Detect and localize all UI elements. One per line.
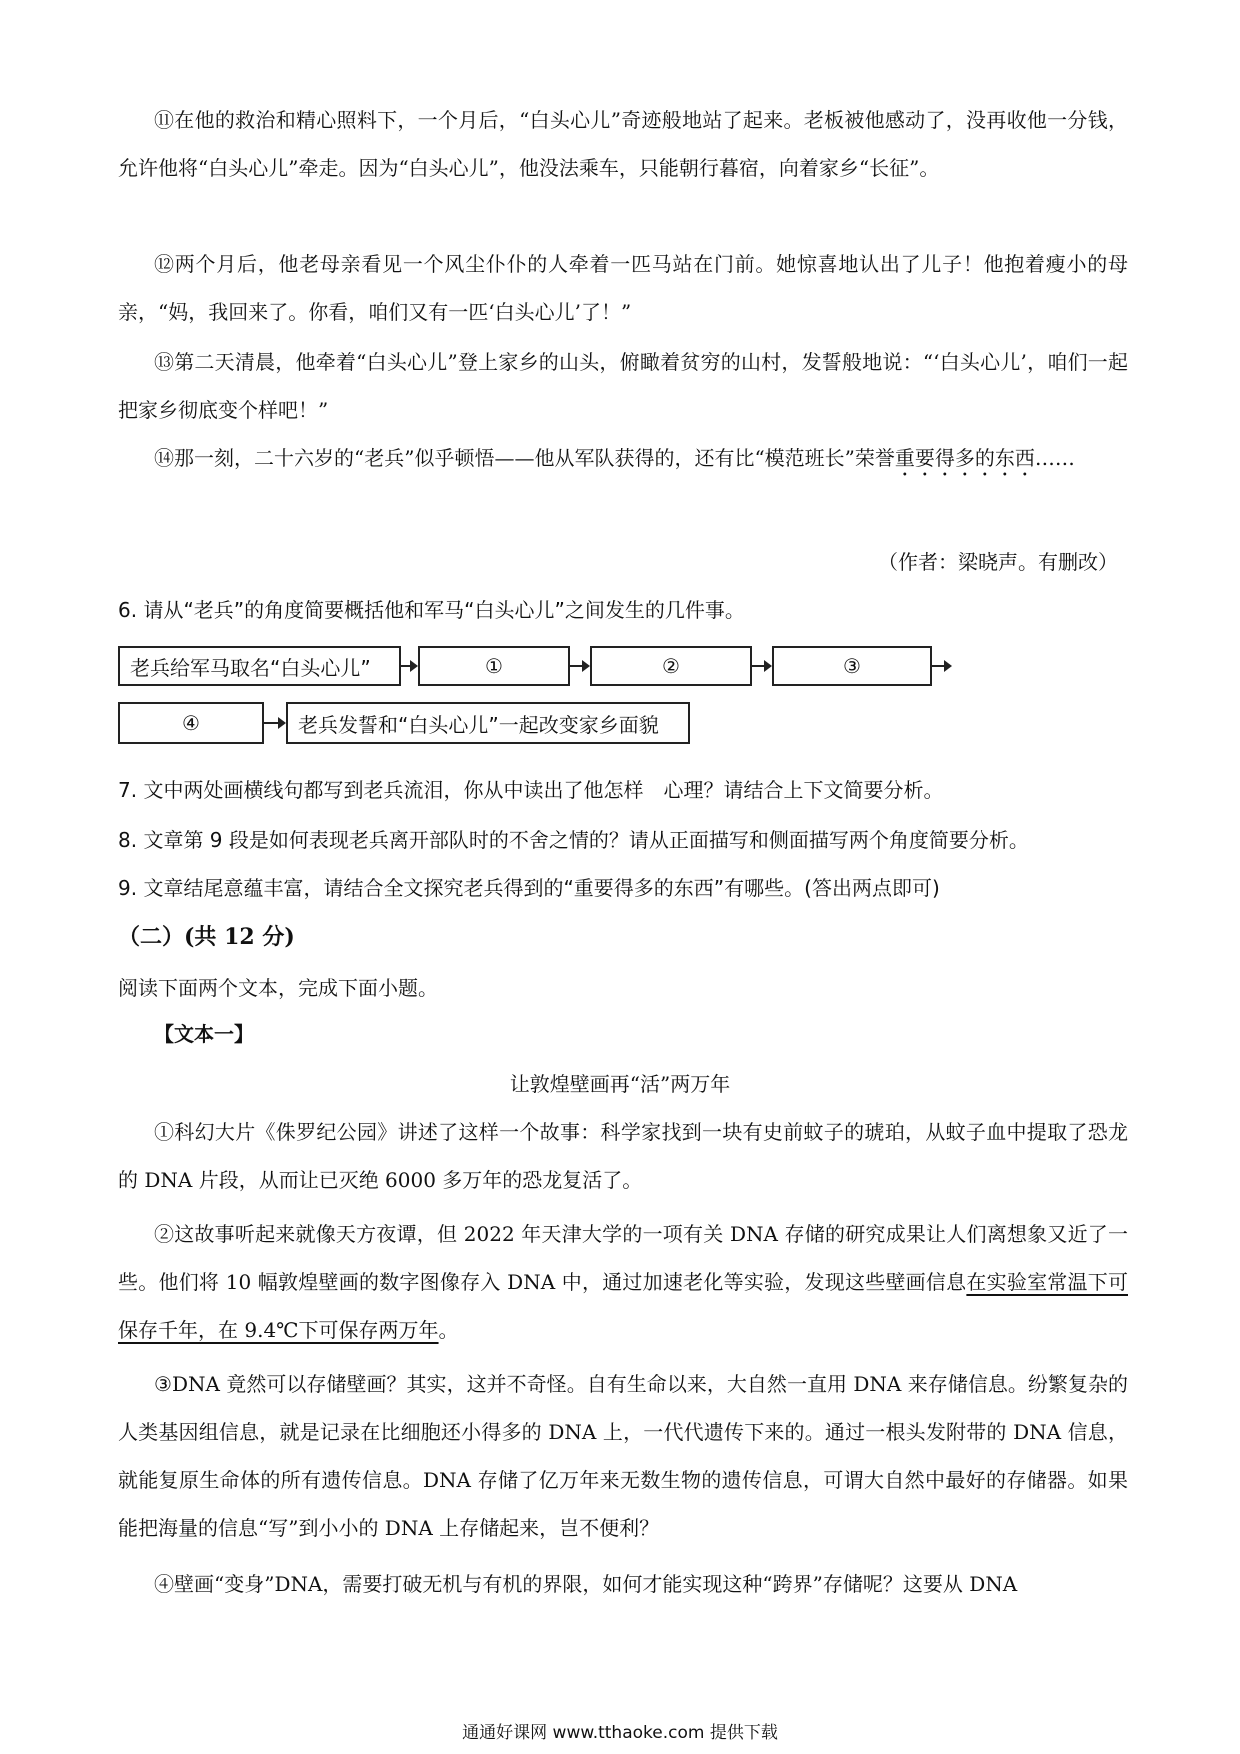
section-heading: （二）(共 12 分) — [118, 924, 295, 950]
flow-box-6-label: 老兵发誓和“白头心儿”一起改变家乡面貌 — [298, 712, 659, 737]
question-6: 6. 请从“老兵”的角度简要概括他和军马“白头心儿”之间发生的几件事。 — [118, 598, 745, 622]
article-paragraph-4: ④壁画“变身”DNA，需要打破无机与有机的界限，如何才能实现这种“跨界”存储呢？这要从 DNA — [154, 1572, 1018, 1596]
article-title: 让敦煌壁画再“活”两万年 — [509, 1072, 731, 1096]
story-paragraph-12: ⑫两个月后，他老母亲看见一个风尘仆仆的人牵着一匹马站在门前。她惊喜地认出了儿子！他抱着瘦小的母亲，“妈，我回来了。你看，咱们又有一匹‘白头心儿’了！” — [118, 252, 1128, 324]
arrow-icon — [752, 665, 770, 667]
emphasized-phrase: 重要得多的东西 — [894, 446, 1035, 470]
story-paragraph-14-text: ⑭那一刻，二十六岁的“老兵”似乎顿悟——他从军队获得的，还有比“模范班长”荣誉 — [154, 446, 895, 470]
story-paragraph-13: ⑬第二天清晨，他牵着“白头心儿”登上家乡的山头，俯瞰着贫穷的山村，发誓般地说：“‘白头心儿’，咱们一起把家乡彻底变个样吧！” — [118, 350, 1128, 422]
question-7: 7. 文中两处画横线句都写到老兵流泪，你从中读出了他怎样 心理？请结合上下文简要分析。 — [118, 778, 944, 802]
arrow-icon — [264, 722, 284, 724]
arrow-icon — [570, 665, 588, 667]
flow-box-1-label: 老兵给军马取名“白头心儿” — [130, 655, 371, 680]
author-note: （作者：梁晓声。有删改） — [878, 550, 1118, 574]
article-paragraph-2 — [118, 1210, 1128, 1354]
flow-box-4-label: ③ — [843, 654, 861, 678]
article-paragraph-3: ③DNA 竟然可以存储壁画？其实，这并不奇怪。自有生命以来，大自然一直用 DNA 来存储信息。纷繁复杂的人类基因组信息，就是记录在比细胞还小得多的 DNA 上，一代代遗传下来的。通过一根头发附带的 DNA 信息，就能复原生命体的所有遗传信息。DNA 存储了亿万年来无数生物的遗传信息，可谓大自然中最好的存储器。如果能把海量的信息“写”到小小的 DNA 上存储起来，岂不便利？ — [118, 1372, 1128, 1540]
underlined-sentence: 在实验室常温下可保存千年，在 9.4℃下可保存两万年 — [118, 1270, 1128, 1342]
flow-box-1 — [118, 646, 401, 686]
flow-box-6 — [286, 702, 690, 744]
question-9: 9. 文章结尾意蕴丰富，请结合全文探究老兵得到的“重要得多的东西”有哪些。(答出两点即可) — [118, 876, 940, 900]
footer: 通通好课网 www.tthaoke.com 提供下载 — [462, 1723, 778, 1743]
flow-box-5-label: ④ — [182, 711, 200, 735]
flow-box-2-label: ① — [485, 654, 503, 678]
flow-box-3-label: ② — [662, 654, 680, 678]
story-paragraph-11: ⑪在他的救治和精心照料下，一个月后，“白头心儿”奇迹般地站了起来。老板被他感动了，没再收他一分钱，允许他将“白头心儿”牵走。因为“白头心儿”，他没法乘车，只能朝行暮宿，向着家乡“长征”。 — [118, 108, 1128, 180]
text-one-label: 【文本一】 — [154, 1022, 254, 1046]
reading-instruction: 阅读下面两个文本，完成下面小题。 — [118, 976, 438, 1000]
arrow-icon — [401, 665, 416, 667]
ellipsis: …… — [1034, 446, 1075, 470]
period: 。 — [438, 1318, 459, 1342]
question-8: 8. 文章第 9 段是如何表现老兵离开部队时的不舍之情的？请从正面描写和侧面描写两个角度简要分析。 — [118, 828, 1029, 852]
article-paragraph-1: ①科幻大片《侏罗纪公园》讲述了这样一个故事：科学家找到一块有史前蚊子的琥珀，从蚊子血中提取了恐龙的 DNA 片段，从而让已灭绝 6000 多万年的恐龙复活了。 — [118, 1120, 1128, 1192]
story-paragraph-14 — [118, 434, 1128, 482]
flow-box-4 — [772, 646, 932, 686]
flow-box-5 — [118, 702, 264, 744]
flow-box-3 — [590, 646, 752, 686]
arrow-icon — [932, 665, 950, 667]
flow-box-2 — [418, 646, 570, 686]
article-paragraph-2-text: ②这故事听起来就像天方夜谭，但 2022 年天津大学的一项有关 DNA 存储的研究成果让人们离想象又近了一些。他们将 10 幅敦煌壁画的数字图像存入 DNA 中，通过加速老化等实验，发现这些壁画信息 — [118, 1222, 1128, 1294]
